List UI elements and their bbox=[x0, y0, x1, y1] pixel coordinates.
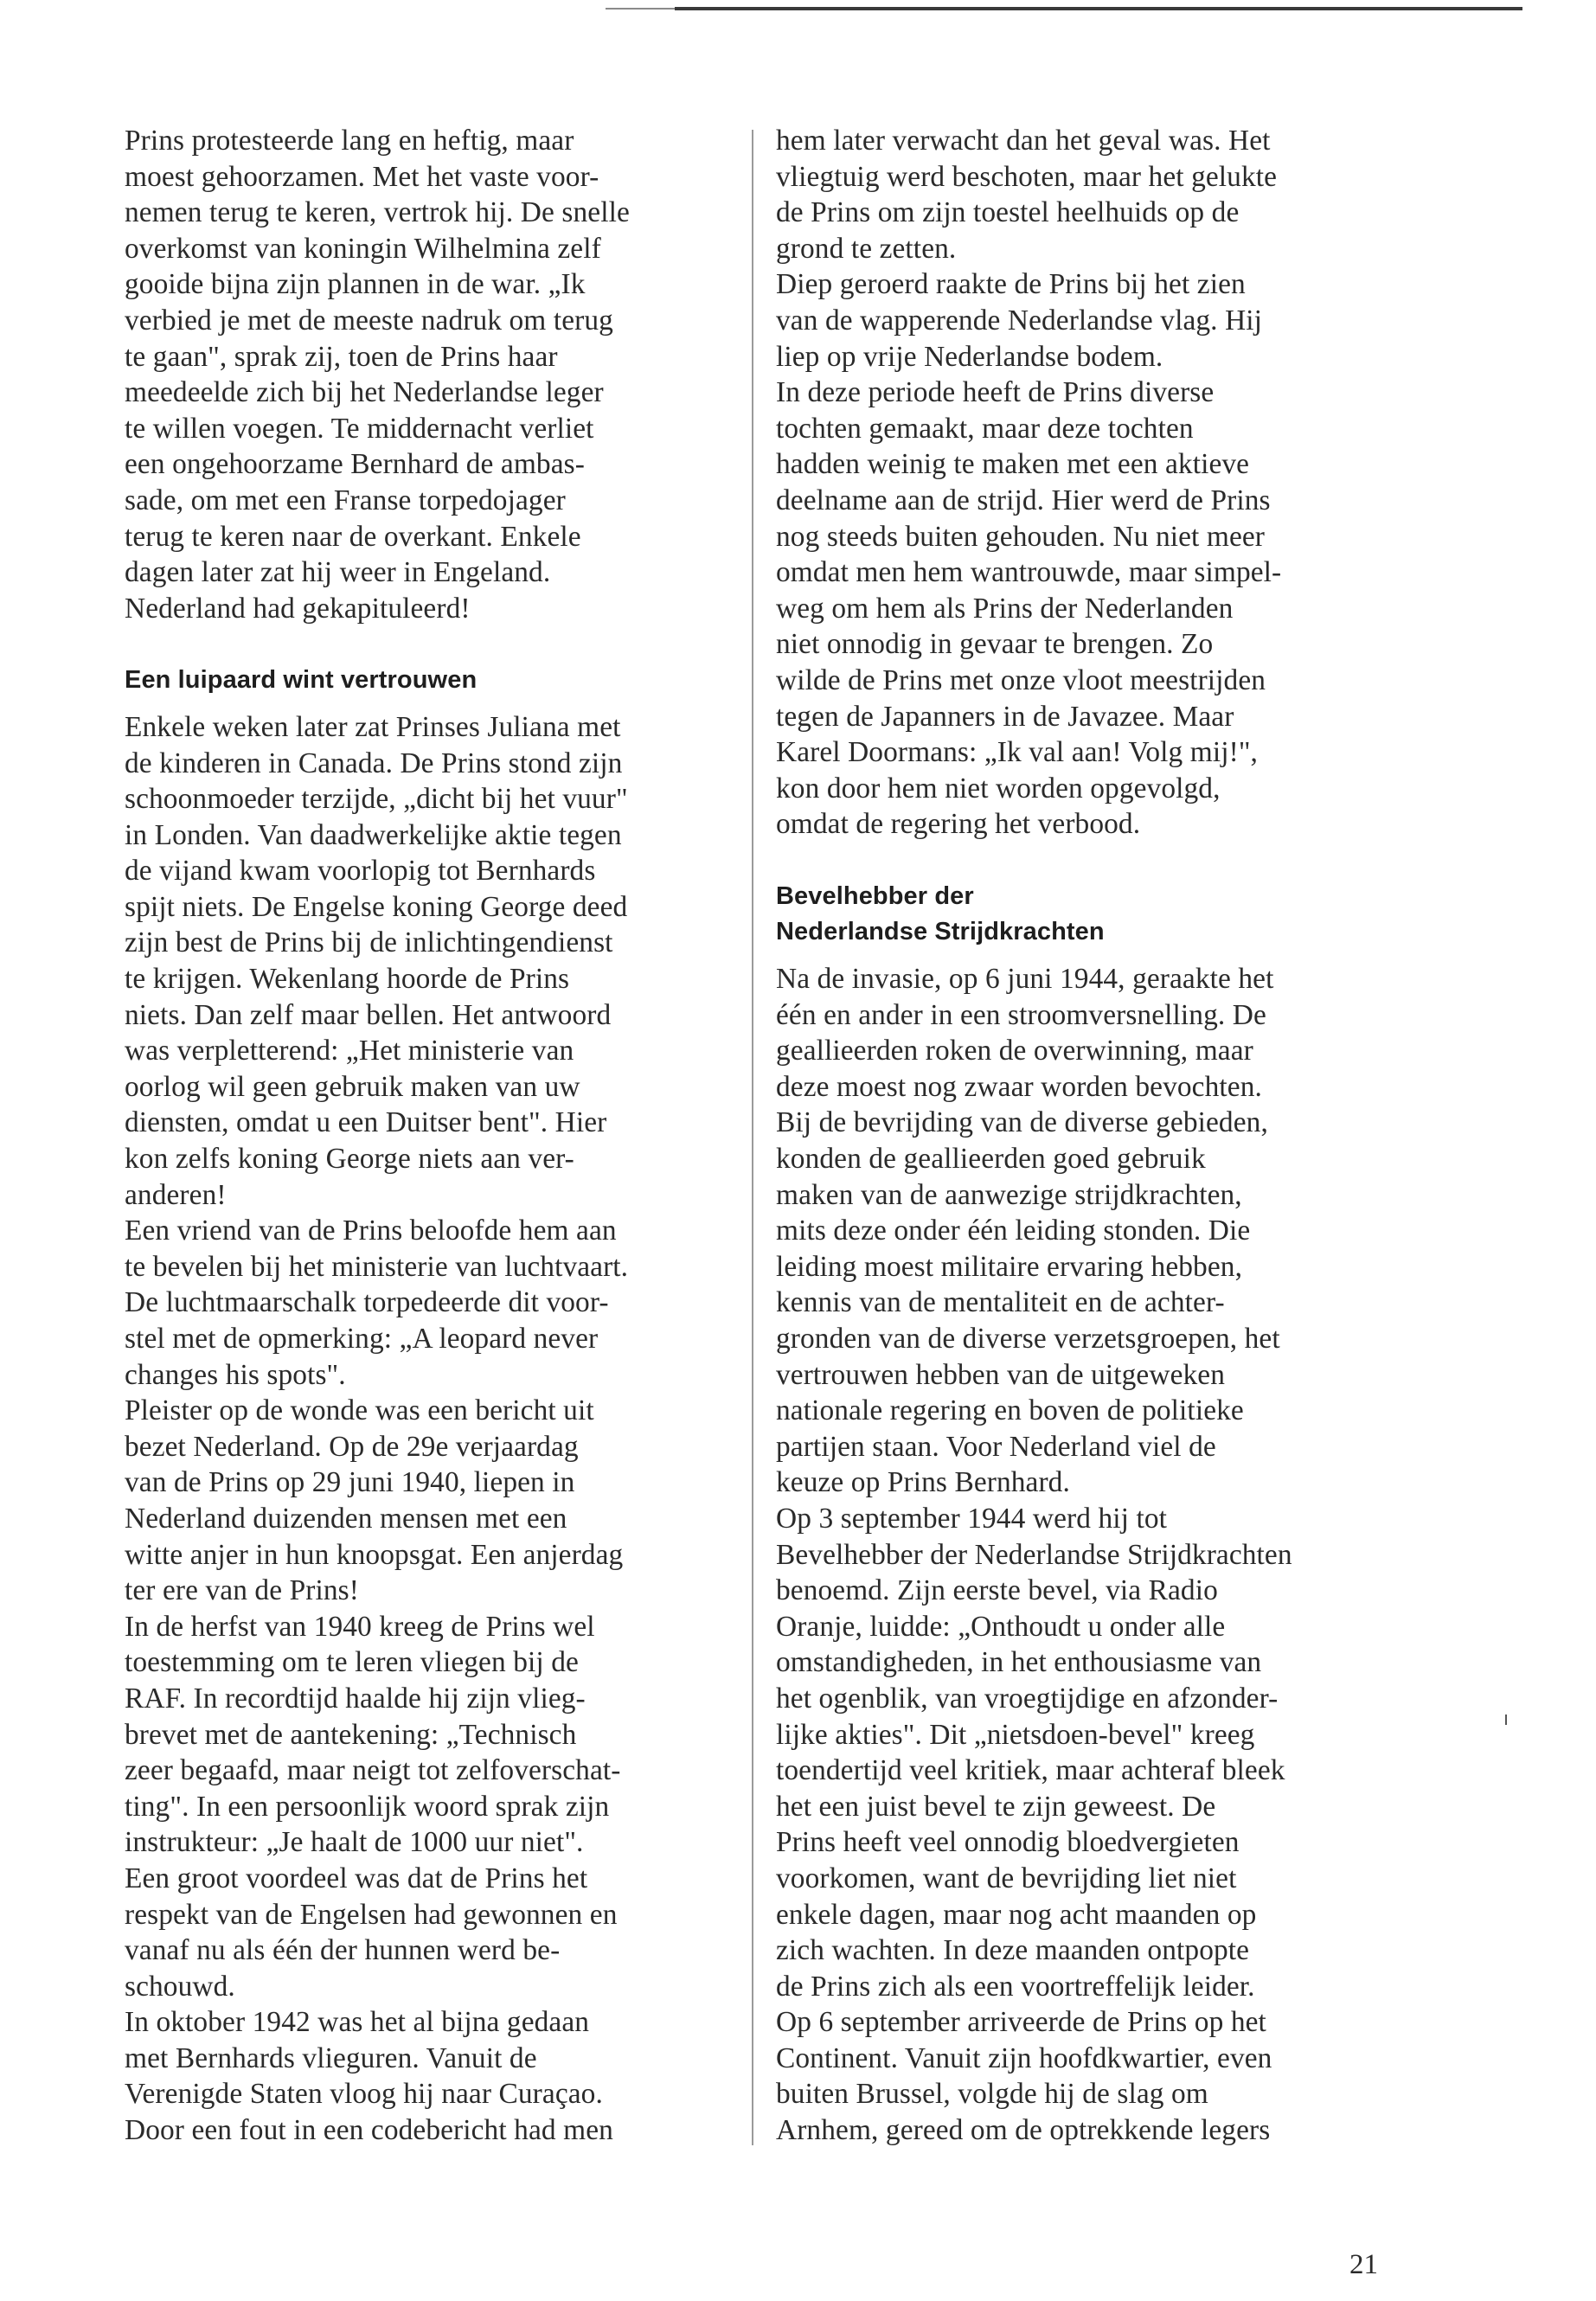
text-line: instrukteur: „Je haalt de 1000 uur niet". bbox=[125, 1826, 584, 1859]
text-line: Continent. Vanuit zijn hoofdkwartier, even bbox=[776, 2041, 1272, 2074]
text-line: de vijand kwam voorlopig tot Bernhards bbox=[125, 855, 596, 888]
text-line: ter ere van de Prins! bbox=[125, 1574, 359, 1607]
right-column bbox=[776, 123, 1399, 2149]
text-line: kon zelfs koning George niets aan ver- bbox=[125, 1143, 574, 1176]
text-line: RAF. In recordtijd haalde hij zijn vlieg- bbox=[125, 1682, 586, 1715]
text-line: Nederland duizenden mensen met een bbox=[125, 1502, 567, 1535]
top-rule bbox=[675, 7, 1522, 10]
text-line: de kinderen in Canada. De Prins stond zijn bbox=[125, 747, 623, 779]
text-line: hem later verwacht dan het geval was. Het bbox=[776, 125, 1271, 157]
text-line: omdat de regering het verbood. bbox=[776, 808, 1141, 841]
text-line: te krijgen. Wekenlang hoorde de Prins bbox=[125, 963, 570, 996]
text-line: Prins heeft veel onnodig bloedvergieten bbox=[776, 1826, 1240, 1859]
text-line: respekt van de Engelsen had gewonnen en bbox=[125, 1898, 618, 1931]
text-line: buiten Brussel, volgde hij de slag om bbox=[776, 2078, 1208, 2111]
text-line: Karel Doormans: „Ik val aan! Volg mij!", bbox=[776, 736, 1258, 769]
text-line: omstandigheden, in het enthousiasme van bbox=[776, 1646, 1262, 1679]
text-line: toendertijd veel kritiek, maar achteraf bleek bbox=[776, 1754, 1285, 1787]
text-line: was verpletterend: „Het ministerie van bbox=[125, 1035, 574, 1067]
text-line: De luchtmaarschalk torpedeerde dit voor- bbox=[125, 1286, 609, 1319]
text-line: geallieerden roken de overwinning, maar bbox=[776, 1035, 1253, 1067]
text-line: schoonmoeder terzijde, „dicht bij het vuur" bbox=[125, 783, 628, 816]
text-line: te willen voegen. Te middernacht verliet bbox=[125, 412, 594, 445]
text-line: stel met de opmerking: „A leopard never bbox=[125, 1323, 599, 1355]
text-line: dagen later zat hij weer in Engeland. bbox=[125, 556, 551, 589]
text-line: tegen de Japanners in de Javazee. Maar bbox=[776, 700, 1234, 733]
text-line: Op 3 september 1944 werd hij tot bbox=[776, 1502, 1168, 1535]
text-line: hadden weinig te maken met een aktieve bbox=[776, 448, 1250, 481]
text-line: Diep geroerd raakte de Prins bij het zien bbox=[776, 268, 1246, 301]
text-line: van de wapperende Nederlandse vlag. Hij bbox=[776, 304, 1263, 336]
text-line: Een vriend van de Prins beloofde hem aan bbox=[125, 1215, 617, 1247]
text-line: van de Prins op 29 juni 1940, liepen in bbox=[125, 1466, 575, 1499]
text-line: keuze op Prins Bernhard. bbox=[776, 1466, 1070, 1499]
text-line: In de herfst van 1940 kreeg de Prins wel bbox=[125, 1610, 595, 1643]
text-line: ting". In een persoonlijk woord sprak zijn bbox=[125, 1790, 610, 1823]
text-line: nemen terug te keren, vertrok hij. De snelle bbox=[125, 196, 630, 229]
text-line: wilde de Prins met onze vloot meestrijden bbox=[776, 663, 1266, 696]
text-line: kon door hem niet worden opgevolgd, bbox=[776, 772, 1221, 804]
text-line: terug te keren naar de overkant. Enkele bbox=[125, 520, 581, 553]
text-line: deelname aan de strijd. Hier werd de Prins bbox=[776, 484, 1271, 516]
text-line: nog steeds buiten gehouden. Nu niet meer bbox=[776, 520, 1266, 553]
text-line: zeer begaafd, maar neigt tot zelfoverschat- bbox=[125, 1754, 621, 1787]
text-line: mits deze onder één leiding stonden. Die bbox=[776, 1215, 1251, 1247]
text-line: grond te zetten. bbox=[776, 232, 957, 265]
text-line: tochten gemaakt, maar deze tochten bbox=[776, 412, 1194, 445]
text-line: partijen staan. Voor Nederland viel de bbox=[776, 1430, 1216, 1463]
text-line: spijt niets. De Engelse koning George deed bbox=[125, 890, 628, 923]
text-line: de Prins zich als een voortreffelijk leider. bbox=[776, 1970, 1255, 2003]
text-line: diensten, omdat u een Duitser bent". Hier bbox=[125, 1106, 607, 1139]
section-heading: Nederlandse Strijdkrachten bbox=[776, 918, 1105, 946]
text-line: lijke akties". Dit „nietsdoen-bevel" kreeg bbox=[776, 1718, 1255, 1751]
text-line: deze moest nog zwaar worden bevochten. bbox=[776, 1070, 1262, 1103]
text-line: Enkele weken later zat Prinses Juliana met bbox=[125, 710, 621, 743]
section-heading: Een luipaard wint vertrouwen bbox=[125, 666, 478, 695]
text-line: omdat men hem wantrouwde, maar simpel- bbox=[776, 556, 1282, 589]
text-line: bezet Nederland. Op de 29e verjaardag bbox=[125, 1430, 579, 1463]
text-line: overkomst van koningin Wilhelmina zelf bbox=[125, 232, 601, 265]
text-line: niets. Dan zelf maar bellen. Het antwoord bbox=[125, 998, 612, 1031]
text-line: nationale regering en boven de politieke bbox=[776, 1394, 1244, 1427]
text-line: enkele dagen, maar nog acht maanden op bbox=[776, 1898, 1257, 1931]
text-line: toestemming om te leren vliegen bij de bbox=[125, 1646, 579, 1679]
section-heading: Bevelhebber der bbox=[776, 881, 974, 910]
text-line: anderen! bbox=[125, 1178, 227, 1211]
text-line: konden de geallieerden goed gebruik bbox=[776, 1143, 1206, 1176]
text-line: Door een fout in een codebericht had men bbox=[125, 2114, 613, 2147]
text-line: zich wachten. In deze maanden ontpopte bbox=[776, 1934, 1250, 1967]
text-line: weg om hem als Prins der Nederlanden bbox=[776, 592, 1234, 625]
text-line: een ongehoorzame Bernhard de ambas- bbox=[125, 448, 585, 481]
text-line: brevet met de aantekening: „Technisch bbox=[125, 1718, 577, 1751]
text-line: Na de invasie, op 6 juni 1944, geraakte het bbox=[776, 963, 1274, 996]
margin-mark bbox=[1505, 1715, 1507, 1725]
text-line: gronden van de diverse verzetsgroepen, het bbox=[776, 1323, 1280, 1355]
text-line: gooide bijna zijn plannen in de war. „Ik bbox=[125, 268, 586, 301]
text-line: voorkomen, want de bevrijding liet niet bbox=[776, 1862, 1237, 1894]
text-line: het een juist bevel te zijn geweest. De bbox=[776, 1790, 1216, 1823]
text-line: witte anjer in hun knoopsgat. Een anjerdag bbox=[125, 1538, 624, 1571]
text-line: vliegtuig werd beschoten, maar het gelukte bbox=[776, 160, 1278, 193]
text-line: zijn best de Prins bij de inlichtingendienst bbox=[125, 926, 613, 959]
column-divider bbox=[752, 130, 753, 2145]
text-line: benoemd. Zijn eerste bevel, via Radio bbox=[776, 1574, 1218, 1607]
text-line: met Bernhards vlieguren. Vanuit de bbox=[125, 2041, 537, 2074]
left-column bbox=[125, 123, 730, 2149]
text-line: vanaf nu als één der hunnen werd be- bbox=[125, 1934, 561, 1967]
text-line: te bevelen bij het ministerie van luchtvaart. bbox=[125, 1250, 629, 1283]
text-line: changes his spots". bbox=[125, 1358, 346, 1391]
text-line: Oranje, luidde: „Onthoudt u onder alle bbox=[776, 1610, 1226, 1643]
text-line: niet onnodig in gevaar te brengen. Zo bbox=[776, 628, 1214, 661]
text-line: oorlog wil geen gebruik maken van uw bbox=[125, 1070, 580, 1103]
text-line: het ogenblik, van vroegtijdige en afzonder- bbox=[776, 1682, 1279, 1715]
text-line: Bij de bevrijding van de diverse gebieden, bbox=[776, 1106, 1268, 1139]
text-line: Nederland had gekapituleerd! bbox=[125, 592, 471, 625]
text-line: leiding moest militaire ervaring hebben, bbox=[776, 1250, 1243, 1283]
text-line: vertrouwen hebben van de uitgeweken bbox=[776, 1358, 1226, 1391]
text-line: Prins protesteerde lang en heftig, maar bbox=[125, 125, 574, 157]
text-line: één en ander in een stroomversnelling. De bbox=[776, 998, 1266, 1031]
text-line: In deze periode heeft de Prins diverse bbox=[776, 376, 1215, 409]
text-line: in Londen. Van daadwerkelijke aktie tegen bbox=[125, 818, 622, 851]
text-line: meedeelde zich bij het Nederlandse leger bbox=[125, 376, 604, 409]
text-line: schouwd. bbox=[125, 1970, 235, 2003]
page-number: 21 bbox=[1349, 2249, 1378, 2280]
text-line: Pleister op de wonde was een bericht uit bbox=[125, 1394, 594, 1427]
text-line: In oktober 1942 was het al bijna gedaan bbox=[125, 2006, 590, 2039]
text-line: Arnhem, gereed om de optrekkende legers bbox=[776, 2114, 1271, 2147]
text-line: Op 6 september arriveerde de Prins op het bbox=[776, 2006, 1266, 2039]
text-line: Verenigde Staten vloog hij naar Curaçao. bbox=[125, 2078, 603, 2111]
text-line: kennis van de mentaliteit en de achter- bbox=[776, 1286, 1225, 1319]
text-line: te gaan", sprak zij, toen de Prins haar bbox=[125, 340, 558, 373]
text-line: de Prins om zijn toestel heelhuids op de bbox=[776, 196, 1240, 229]
text-line: Een groot voordeel was dat de Prins het bbox=[125, 1862, 588, 1894]
text-line: moest gehoorzamen. Met het vaste voor- bbox=[125, 160, 599, 193]
text-line: sade, om met een Franse torpedojager bbox=[125, 484, 566, 516]
text-line: liep op vrije Nederlandse bodem. bbox=[776, 340, 1163, 373]
text-line: verbied je met de meeste nadruk om terug bbox=[125, 304, 613, 336]
text-line: maken van de aanwezige strijdkrachten, bbox=[776, 1178, 1242, 1211]
text-line: Bevelhebber der Nederlandse Strijdkrachten bbox=[776, 1538, 1292, 1571]
top-rule-thin bbox=[606, 8, 683, 10]
